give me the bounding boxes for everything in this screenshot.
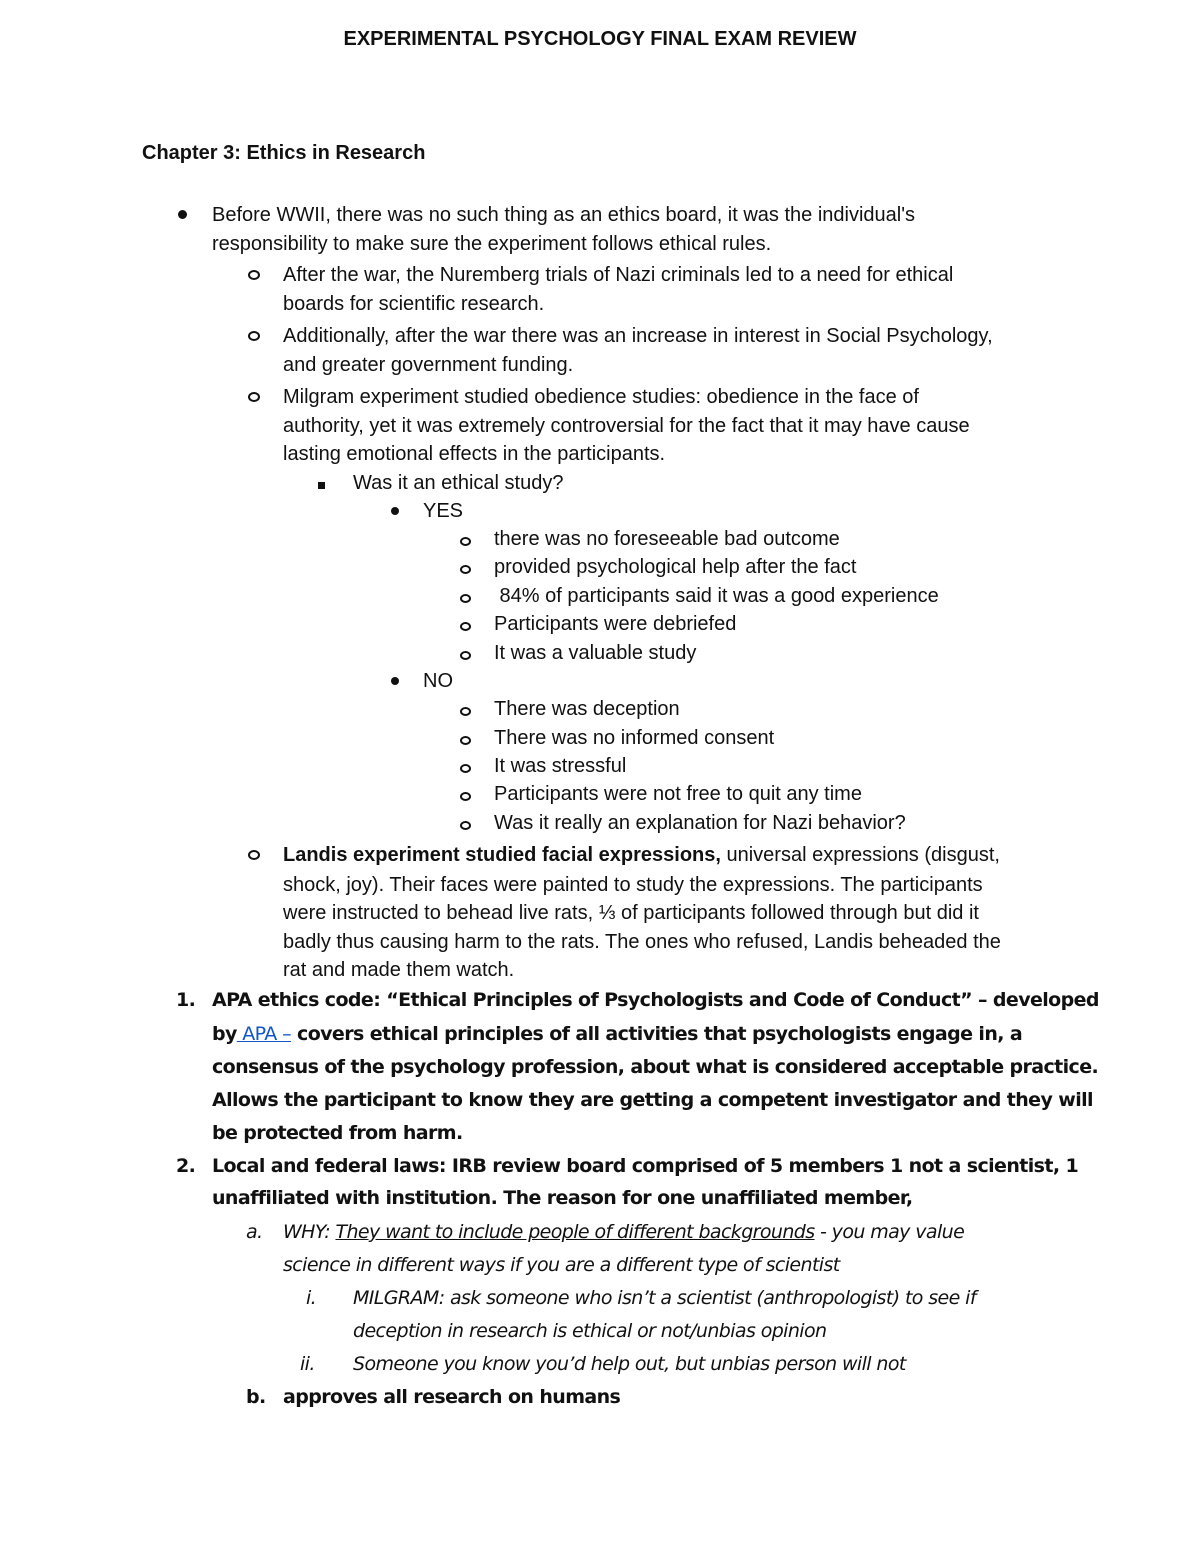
why-line bbox=[283, 1218, 964, 1246]
milgram-note-line: deception in research is ethical or not/unbias opinion bbox=[353, 1320, 827, 1342]
hollow-bullet-icon bbox=[460, 821, 471, 830]
intro-line: Before WWII, there was no such thing as an ethics board, it was the individual's bbox=[212, 204, 916, 226]
why-label: WHY: bbox=[283, 1221, 336, 1243]
list-letter: a. bbox=[246, 1221, 263, 1243]
hollow-bullet-icon bbox=[248, 392, 260, 402]
hollow-bullet-icon bbox=[460, 622, 471, 631]
approves-line: approves all research on humans bbox=[283, 1386, 621, 1408]
milgram-note-line: MILGRAM: ask someone who isn’t a scientist (anthropologist) to see if bbox=[353, 1287, 976, 1309]
no-label: NO bbox=[423, 670, 453, 692]
laws-line bbox=[212, 1184, 912, 1212]
no-item: Participants were not free to quit any time bbox=[494, 783, 862, 805]
landis-bold: Landis experiment studied facial expressions, bbox=[283, 844, 721, 866]
bullet-icon bbox=[178, 210, 187, 219]
apa-covers: covers ethical principles of all activities that psychologists engage in, a bbox=[291, 1023, 1023, 1045]
hollow-bullet-icon bbox=[460, 565, 471, 574]
yes-item: there was no foreseeable bad outcome bbox=[494, 528, 840, 550]
hollow-bullet-icon bbox=[460, 537, 471, 546]
intro-line: responsibility to make sure the experiment follows ethical rules. bbox=[212, 233, 772, 255]
hollow-bullet-icon bbox=[460, 594, 471, 603]
laws-intro: Local and federal laws: IRB review board comprised of bbox=[212, 1155, 770, 1177]
hollow-bullet-icon bbox=[460, 764, 471, 773]
yes-label: YES bbox=[423, 500, 464, 522]
apa-line: consensus of the psychology profession, about what is considered acceptable practice. bbox=[212, 1056, 1099, 1078]
apa-line: be protected from harm. bbox=[212, 1122, 463, 1144]
why-line: science in different ways if you are a different type of scientist bbox=[283, 1254, 840, 1276]
unbias-line: Someone you know you’d help out, but unbias person will not bbox=[353, 1353, 906, 1375]
why-underlined: They want to include people of different backgrounds bbox=[335, 1221, 815, 1243]
after-war-line: boards for scientific research. bbox=[283, 293, 545, 315]
bullet-icon bbox=[391, 507, 399, 515]
document-title: EXPERIMENTAL PSYCHOLOGY FINAL EXAM REVIEW bbox=[343, 28, 857, 50]
after-war-line: After the war, the Nuremberg trials of Nazi criminals led to a need for ethical bbox=[283, 264, 954, 286]
list-number: 1. bbox=[176, 989, 196, 1011]
yes-item: It was a valuable study bbox=[494, 642, 697, 664]
milgram-line: lasting emotional effects in the participants. bbox=[283, 443, 666, 465]
hollow-bullet-icon bbox=[460, 736, 471, 745]
apa-title: : “Ethical Principles of Psychologists and Code of Conduct” – developed bbox=[373, 989, 1099, 1011]
landis-rest: universal expressions (disgust, bbox=[720, 844, 1000, 866]
hollow-bullet-icon bbox=[460, 651, 471, 660]
list-number: 2. bbox=[176, 1155, 196, 1177]
landis-line: badly thus causing harm to the rats. The ones who refused, Landis beheaded the bbox=[283, 931, 1001, 953]
social-line: Additionally, after the war there was an increase in interest in Social Psychology, bbox=[283, 325, 993, 347]
list-roman: ii. bbox=[300, 1353, 315, 1375]
landis-line bbox=[283, 841, 1000, 869]
apa-link[interactable]: APA – bbox=[236, 1023, 292, 1045]
bullet-icon bbox=[391, 677, 399, 685]
square-bullet-icon bbox=[318, 482, 325, 489]
no-item: There was no informed consent bbox=[494, 727, 775, 749]
landis-line: rat and made them watch. bbox=[283, 959, 515, 981]
yes-item: provided psychological help after the fact bbox=[494, 556, 857, 578]
social-line: and greater government funding. bbox=[283, 354, 574, 376]
yes-item: Participants were debriefed bbox=[494, 613, 737, 635]
apa-by: by bbox=[212, 1023, 237, 1045]
no-item: Was it really an explanation for Nazi behavior? bbox=[494, 812, 906, 834]
hollow-bullet-icon bbox=[460, 792, 471, 801]
laws-unaffiliated: unaffiliated with institution. bbox=[212, 1187, 498, 1209]
why-rest: - you may value bbox=[814, 1221, 965, 1243]
milgram-line: Milgram experiment studied obedience studies: obedience in the face of bbox=[283, 386, 919, 408]
hollow-bullet-icon bbox=[248, 331, 260, 341]
landis-line: shock, joy). Their faces were painted to study the expressions. The participants bbox=[283, 874, 983, 896]
milgram-line: authority, yet it was extremely controversial for the fact that it may have cause bbox=[283, 415, 970, 437]
hollow-bullet-icon bbox=[248, 270, 260, 280]
apa-label: APA ethics code bbox=[212, 989, 374, 1011]
landis-line: were instructed to behead live rats, ⅓ of participants followed through but did it bbox=[283, 902, 979, 924]
laws-line bbox=[212, 1152, 1078, 1180]
apa-line bbox=[212, 986, 1099, 1014]
laws-members: 5 members 1 not a scientist, 1 bbox=[769, 1155, 1079, 1177]
chapter-heading: Chapter 3: Ethics in Research bbox=[142, 142, 426, 164]
laws-reason: The reason for one unaffiliated member, bbox=[497, 1187, 913, 1209]
hollow-bullet-icon bbox=[248, 850, 260, 860]
no-item: It was stressful bbox=[494, 755, 627, 777]
hollow-bullet-icon bbox=[460, 707, 471, 716]
list-roman: i. bbox=[306, 1287, 317, 1309]
apa-line bbox=[212, 1020, 1022, 1048]
list-letter: b. bbox=[246, 1386, 266, 1408]
apa-line: Allows the participant to know they are getting a competent investigator and they will bbox=[212, 1089, 1093, 1111]
ethical-question: Was it an ethical study? bbox=[353, 472, 564, 494]
yes-item: 84% of participants said it was a good experience bbox=[494, 585, 939, 607]
no-item: There was deception bbox=[494, 698, 680, 720]
